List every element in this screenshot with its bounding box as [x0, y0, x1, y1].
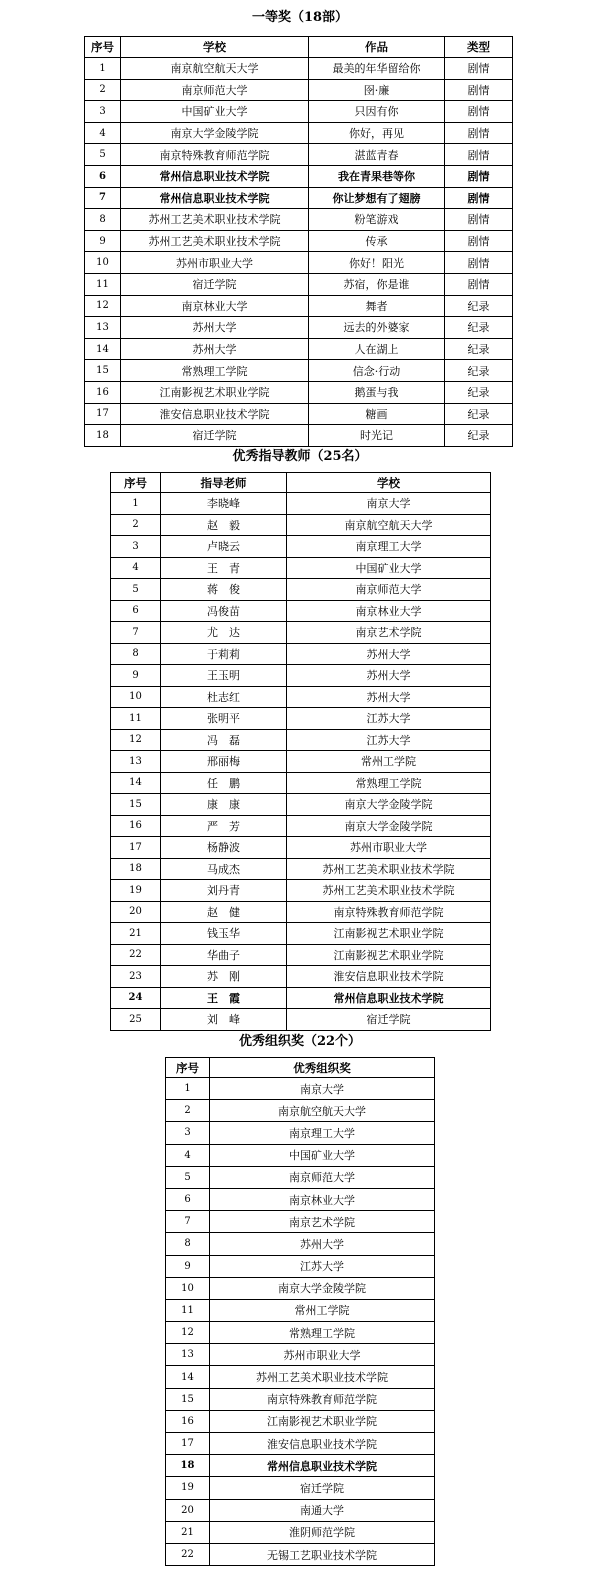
cell-school: 南京大学金陵学院: [287, 794, 491, 816]
cell-teacher: 张明平: [161, 708, 287, 730]
cell-work: 人在湖上: [309, 338, 445, 360]
table-row: [111, 622, 491, 644]
cell-org: 南京航空航天大学: [210, 1100, 435, 1122]
table-row: [166, 1078, 435, 1100]
cell-type: 剧情: [445, 230, 513, 252]
table-row: [166, 1322, 435, 1344]
cell-no: 4: [85, 122, 121, 144]
table-row: [85, 58, 513, 80]
table-row: [111, 729, 491, 751]
cell-no: 7: [166, 1211, 210, 1233]
cell-type: 剧情: [445, 209, 513, 231]
cell-school: 苏州市职业大学: [121, 252, 309, 274]
cell-school: 淮安信息职业技术学院: [121, 403, 309, 425]
table-row: [111, 665, 491, 687]
cell-no: 14: [166, 1366, 210, 1388]
table-row: [166, 1100, 435, 1122]
cell-teacher: 赵 健: [161, 901, 287, 923]
cell-no: 4: [166, 1144, 210, 1166]
cell-school: 苏州大学: [287, 686, 491, 708]
cell-work: 糖画: [309, 403, 445, 425]
header-teacher: 指导老师: [161, 473, 287, 493]
cell-work: 你好，再见: [309, 122, 445, 144]
cell-school: 江苏大学: [287, 708, 491, 730]
table-row: [166, 1122, 435, 1144]
cell-org: 苏州市职业大学: [210, 1344, 435, 1366]
cell-school: 苏州大学: [287, 643, 491, 665]
cell-school: 江南影视艺术职业学院: [121, 381, 309, 403]
cell-no: 6: [85, 165, 121, 187]
cell-org: 无锡工艺职业技术学院: [210, 1543, 435, 1565]
cell-no: 2: [111, 514, 161, 536]
table-row: [166, 1366, 435, 1388]
cell-school: 淮安信息职业技术学院: [287, 966, 491, 988]
cell-no: 9: [85, 230, 121, 252]
cell-no: 7: [85, 187, 121, 209]
cell-school: 苏州工艺美术职业技术学院: [121, 209, 309, 231]
table-row: [111, 557, 491, 579]
table-row: [85, 165, 513, 187]
cell-school: 苏州工艺美术职业技术学院: [287, 880, 491, 902]
cell-school: 苏州市职业大学: [287, 837, 491, 859]
cell-work: 舞者: [309, 295, 445, 317]
cell-no: 17: [85, 403, 121, 425]
cell-teacher: 王玉明: [161, 665, 287, 687]
cell-type: 剧情: [445, 252, 513, 274]
section3-title: 优秀组织奖（22个）: [238, 1034, 362, 1049]
cell-org: 江苏大学: [210, 1255, 435, 1277]
cell-teacher: 马成杰: [161, 858, 287, 880]
cell-teacher: 冯 磊: [161, 729, 287, 751]
cell-no: 13: [166, 1344, 210, 1366]
table-row: [111, 751, 491, 773]
cell-no: 16: [166, 1410, 210, 1432]
table-row: [166, 1521, 435, 1543]
cell-school: 苏州大学: [121, 338, 309, 360]
cell-no: 20: [111, 901, 161, 923]
cell-no: 15: [85, 360, 121, 382]
cell-no: 12: [85, 295, 121, 317]
cell-type: 纪录: [445, 360, 513, 382]
cell-no: 3: [166, 1122, 210, 1144]
table-header-row: [166, 1058, 435, 1078]
cell-org: 中国矿业大学: [210, 1144, 435, 1166]
table-row: [166, 1188, 435, 1210]
cell-no: 9: [111, 665, 161, 687]
cell-no: 18: [85, 425, 121, 447]
cell-type: 纪录: [445, 425, 513, 447]
cell-teacher: 刘 峰: [161, 1009, 287, 1031]
cell-school: 南京大学: [287, 493, 491, 515]
cell-no: 19: [166, 1477, 210, 1499]
cell-school: 南京大学金陵学院: [287, 815, 491, 837]
table-row: [85, 338, 513, 360]
cell-org: 南京艺术学院: [210, 1211, 435, 1233]
cell-no: 14: [111, 772, 161, 794]
cell-no: 3: [111, 536, 161, 558]
cell-org: 南京大学金陵学院: [210, 1277, 435, 1299]
cell-org: 南京特殊教育师范学院: [210, 1388, 435, 1410]
cell-no: 1: [85, 58, 121, 80]
cell-teacher: 康 康: [161, 794, 287, 816]
cell-school: 南京特殊教育师范学院: [121, 144, 309, 166]
organization-table: [165, 1057, 435, 1566]
table-row: [166, 1277, 435, 1299]
cell-no: 12: [111, 729, 161, 751]
cell-teacher: 王 霞: [161, 987, 287, 1009]
cell-school: 南京航空航天大学: [287, 514, 491, 536]
cell-no: 10: [111, 686, 161, 708]
cell-teacher: 赵 毅: [161, 514, 287, 536]
section2-title: 优秀指导教师（25名）: [232, 449, 368, 464]
cell-work: 远去的外婆家: [309, 317, 445, 339]
table-row: [85, 317, 513, 339]
cell-school: 苏州工艺美术职业技术学院: [121, 230, 309, 252]
table-row: [166, 1499, 435, 1521]
cell-teacher: 刘丹青: [161, 880, 287, 902]
cell-no: 8: [111, 643, 161, 665]
cell-type: 纪录: [445, 403, 513, 425]
cell-work: 只因有你: [309, 101, 445, 123]
cell-no: 13: [85, 317, 121, 339]
cell-no: 9: [166, 1255, 210, 1277]
cell-teacher: 卢晓云: [161, 536, 287, 558]
table-row: [166, 1455, 435, 1477]
header-type: 类型: [445, 37, 513, 58]
cell-school: 南京理工大学: [287, 536, 491, 558]
table-row: [111, 686, 491, 708]
cell-no: 17: [166, 1433, 210, 1455]
table-row: [111, 579, 491, 601]
cell-no: 2: [166, 1100, 210, 1122]
header-no: 序号: [85, 37, 121, 58]
cell-school: 常州信息职业技术学院: [287, 987, 491, 1009]
cell-school: 常州信息职业技术学院: [121, 187, 309, 209]
cell-school: 南京林业大学: [121, 295, 309, 317]
cell-school: 常熟理工学院: [121, 360, 309, 382]
cell-no: 15: [166, 1388, 210, 1410]
cell-org: 南京林业大学: [210, 1188, 435, 1210]
table-row: [166, 1543, 435, 1565]
table-row: [111, 880, 491, 902]
table-row: [85, 425, 513, 447]
cell-work: 时光记: [309, 425, 445, 447]
cell-org: 淮安信息职业技术学院: [210, 1433, 435, 1455]
cell-school: 江南影视艺术职业学院: [287, 923, 491, 945]
cell-school: 江苏大学: [287, 729, 491, 751]
cell-work: 你让梦想有了翅膀: [309, 187, 445, 209]
table-row: [111, 493, 491, 515]
table-row: [166, 1410, 435, 1432]
cell-org: 南京大学: [210, 1078, 435, 1100]
section1-title: 一等奖（18部）: [251, 10, 349, 25]
table-row: [111, 514, 491, 536]
header-work: 作品: [309, 37, 445, 58]
table-row: [166, 1344, 435, 1366]
cell-work: 湛蓝青春: [309, 144, 445, 166]
cell-type: 剧情: [445, 122, 513, 144]
cell-no: 11: [166, 1299, 210, 1321]
cell-type: 纪录: [445, 338, 513, 360]
table-row: [111, 772, 491, 794]
cell-school: 南京特殊教育师范学院: [287, 901, 491, 923]
table-row: [85, 209, 513, 231]
cell-school: 常州信息职业技术学院: [121, 165, 309, 187]
table-row: [166, 1477, 435, 1499]
table-row: [85, 230, 513, 252]
cell-work: 囹·廉: [309, 79, 445, 101]
cell-school: 南京林业大学: [287, 600, 491, 622]
cell-teacher: 任 鹏: [161, 772, 287, 794]
cell-no: 23: [111, 966, 161, 988]
table-row: [85, 273, 513, 295]
cell-work: 最美的年华留给你: [309, 58, 445, 80]
cell-no: 11: [85, 273, 121, 295]
cell-type: 剧情: [445, 165, 513, 187]
header-organization: 优秀组织奖: [210, 1058, 435, 1078]
table-row: [111, 794, 491, 816]
cell-org: 南京师范大学: [210, 1166, 435, 1188]
cell-school: 南京师范大学: [121, 79, 309, 101]
table-row: [85, 360, 513, 382]
cell-teacher: 苏 刚: [161, 966, 287, 988]
cell-work: 鹅蛋与我: [309, 381, 445, 403]
cell-no: 18: [166, 1455, 210, 1477]
cell-no: 8: [166, 1233, 210, 1255]
table-row: [166, 1433, 435, 1455]
cell-work: 你好！阳光: [309, 252, 445, 274]
cell-type: 纪录: [445, 381, 513, 403]
cell-no: 17: [111, 837, 161, 859]
first-prize-table: [84, 36, 513, 447]
cell-school: 南京航空航天大学: [121, 58, 309, 80]
cell-type: 剧情: [445, 273, 513, 295]
table-row: [166, 1233, 435, 1255]
cell-teacher: 于莉莉: [161, 643, 287, 665]
cell-org: 南通大学: [210, 1499, 435, 1521]
table-row: [111, 966, 491, 988]
table-row: [111, 837, 491, 859]
table-header-row: [111, 473, 491, 493]
table-row: [85, 403, 513, 425]
cell-teacher: 严 芳: [161, 815, 287, 837]
cell-no: 10: [166, 1277, 210, 1299]
cell-no: 11: [111, 708, 161, 730]
table-row: [111, 815, 491, 837]
cell-type: 剧情: [445, 187, 513, 209]
cell-teacher: 冯俊苗: [161, 600, 287, 622]
table-row: [111, 944, 491, 966]
cell-no: 5: [166, 1166, 210, 1188]
cell-no: 7: [111, 622, 161, 644]
cell-org: 淮阴师范学院: [210, 1521, 435, 1543]
cell-school: 苏州大学: [287, 665, 491, 687]
cell-type: 纪录: [445, 317, 513, 339]
cell-org: 南京理工大学: [210, 1122, 435, 1144]
cell-school: 苏州大学: [121, 317, 309, 339]
cell-no: 6: [166, 1188, 210, 1210]
cell-type: 剧情: [445, 58, 513, 80]
cell-teacher: 蒋 俊: [161, 579, 287, 601]
cell-work: 信念·行动: [309, 360, 445, 382]
table-row: [111, 901, 491, 923]
cell-no: 8: [85, 209, 121, 231]
cell-type: 纪录: [445, 295, 513, 317]
header-school: 学校: [287, 473, 491, 493]
cell-teacher: 杜志红: [161, 686, 287, 708]
cell-teacher: 华曲子: [161, 944, 287, 966]
cell-no: 12: [166, 1322, 210, 1344]
cell-no: 19: [111, 880, 161, 902]
cell-org: 常州工学院: [210, 1299, 435, 1321]
table-row: [85, 295, 513, 317]
cell-no: 5: [85, 144, 121, 166]
table-row: [111, 987, 491, 1009]
cell-type: 剧情: [445, 101, 513, 123]
table-row: [85, 187, 513, 209]
cell-teacher: 李晓峰: [161, 493, 287, 515]
cell-no: 22: [111, 944, 161, 966]
cell-type: 剧情: [445, 79, 513, 101]
table-row: [166, 1255, 435, 1277]
table-row: [111, 600, 491, 622]
table-header-row: [85, 37, 513, 58]
cell-school: 常熟理工学院: [287, 772, 491, 794]
cell-no: 4: [111, 557, 161, 579]
cell-teacher: 邢丽梅: [161, 751, 287, 773]
cell-work: 苏宿，你是谁: [309, 273, 445, 295]
table-row: [85, 101, 513, 123]
table-row: [85, 252, 513, 274]
table-row: [111, 643, 491, 665]
cell-no: 20: [166, 1499, 210, 1521]
cell-no: 5: [111, 579, 161, 601]
teacher-table: [110, 472, 491, 1031]
cell-no: 3: [85, 101, 121, 123]
table-row: [85, 381, 513, 403]
cell-work: 粉笔游戏: [309, 209, 445, 231]
cell-teacher: 王 青: [161, 557, 287, 579]
cell-no: 24: [111, 987, 161, 1009]
table-row: [85, 144, 513, 166]
cell-no: 1: [111, 493, 161, 515]
cell-no: 21: [166, 1521, 210, 1543]
cell-work: 我在青果巷等你: [309, 165, 445, 187]
cell-school: 宿迁学院: [121, 425, 309, 447]
cell-no: 15: [111, 794, 161, 816]
cell-school: 南京艺术学院: [287, 622, 491, 644]
table-row: [85, 122, 513, 144]
cell-org: 苏州工艺美术职业技术学院: [210, 1366, 435, 1388]
cell-school: 南京大学金陵学院: [121, 122, 309, 144]
cell-work: 传承: [309, 230, 445, 252]
cell-teacher: 钱玉华: [161, 923, 287, 945]
table-row: [166, 1211, 435, 1233]
cell-school: 中国矿业大学: [121, 101, 309, 123]
cell-no: 1: [166, 1078, 210, 1100]
cell-no: 13: [111, 751, 161, 773]
cell-teacher: 尤 达: [161, 622, 287, 644]
header-school: 学校: [121, 37, 309, 58]
cell-no: 2: [85, 79, 121, 101]
cell-org: 江南影视艺术职业学院: [210, 1410, 435, 1432]
cell-no: 25: [111, 1009, 161, 1031]
cell-org: 常州信息职业技术学院: [210, 1455, 435, 1477]
cell-school: 江南影视艺术职业学院: [287, 944, 491, 966]
header-no: 序号: [111, 473, 161, 493]
cell-school: 常州工学院: [287, 751, 491, 773]
table-row: [111, 1009, 491, 1031]
cell-school: 宿迁学院: [287, 1009, 491, 1031]
table-row: [111, 708, 491, 730]
table-row: [111, 858, 491, 880]
cell-no: 14: [85, 338, 121, 360]
cell-type: 剧情: [445, 144, 513, 166]
cell-school: 南京师范大学: [287, 579, 491, 601]
table-row: [166, 1144, 435, 1166]
cell-school: 宿迁学院: [121, 273, 309, 295]
cell-no: 16: [111, 815, 161, 837]
table-row: [166, 1299, 435, 1321]
cell-no: 18: [111, 858, 161, 880]
table-row: [111, 923, 491, 945]
cell-no: 22: [166, 1543, 210, 1565]
table-row: [111, 536, 491, 558]
cell-no: 16: [85, 381, 121, 403]
cell-no: 10: [85, 252, 121, 274]
cell-org: 苏州大学: [210, 1233, 435, 1255]
header-no: 序号: [166, 1058, 210, 1078]
cell-org: 宿迁学院: [210, 1477, 435, 1499]
cell-school: 中国矿业大学: [287, 557, 491, 579]
table-row: [166, 1388, 435, 1410]
cell-no: 21: [111, 923, 161, 945]
cell-teacher: 杨静波: [161, 837, 287, 859]
cell-school: 苏州工艺美术职业技术学院: [287, 858, 491, 880]
cell-org: 常熟理工学院: [210, 1322, 435, 1344]
table-row: [166, 1166, 435, 1188]
table-row: [85, 79, 513, 101]
cell-no: 6: [111, 600, 161, 622]
